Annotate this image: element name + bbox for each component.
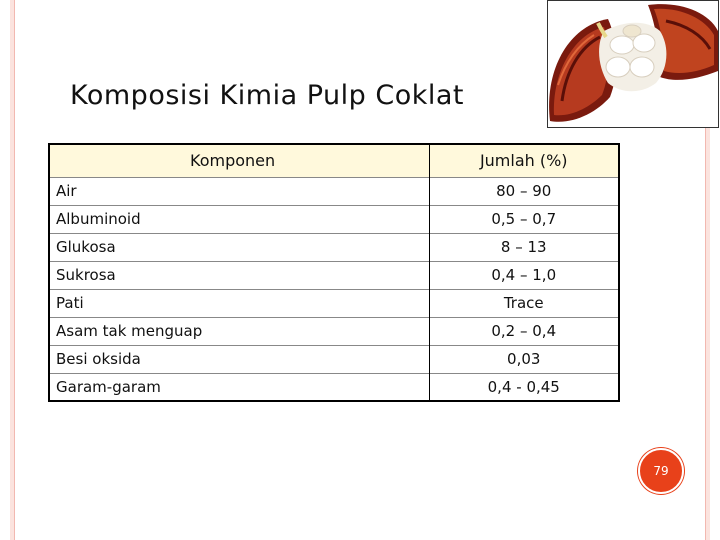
cocoa-pod-illustration — [548, 1, 718, 127]
component-name: Albuminoid — [49, 205, 429, 233]
table-row — [49, 289, 619, 317]
component-amount: 8 – 13 — [429, 233, 619, 261]
table-row — [49, 345, 619, 373]
component-amount: 80 – 90 — [429, 177, 619, 205]
component-name: Pati — [49, 289, 429, 317]
component-name: Asam tak menguap — [49, 317, 429, 345]
component-amount: Trace — [429, 289, 619, 317]
slide-title: Komposisi Kimia Pulp Coklat — [70, 80, 464, 111]
component-amount: 0,4 – 1,0 — [429, 261, 619, 289]
page-number-badge: 79 — [638, 448, 684, 494]
table-row — [49, 233, 619, 261]
component-name: Glukosa — [49, 233, 429, 261]
component-name: Air — [49, 177, 429, 205]
table-row — [49, 205, 619, 233]
composition-table — [48, 143, 620, 402]
table-row — [49, 261, 619, 289]
component-amount: 0,03 — [429, 345, 619, 373]
header-komponen: Komponen — [49, 144, 429, 177]
left-decorative-border — [0, 0, 15, 540]
cocoa-pod-photo — [547, 0, 719, 128]
component-amount: 0,5 – 0,7 — [429, 205, 619, 233]
component-name: Garam-garam — [49, 373, 429, 401]
table-row — [49, 373, 619, 401]
component-name: Sukrosa — [49, 261, 429, 289]
component-name: Besi oksida — [49, 345, 429, 373]
header-jumlah: Jumlah (%) — [429, 144, 619, 177]
component-amount: 0,4 - 0,45 — [429, 373, 619, 401]
component-amount: 0,2 – 0,4 — [429, 317, 619, 345]
table-header-row — [49, 144, 619, 177]
table-row — [49, 317, 619, 345]
table-row — [49, 177, 619, 205]
